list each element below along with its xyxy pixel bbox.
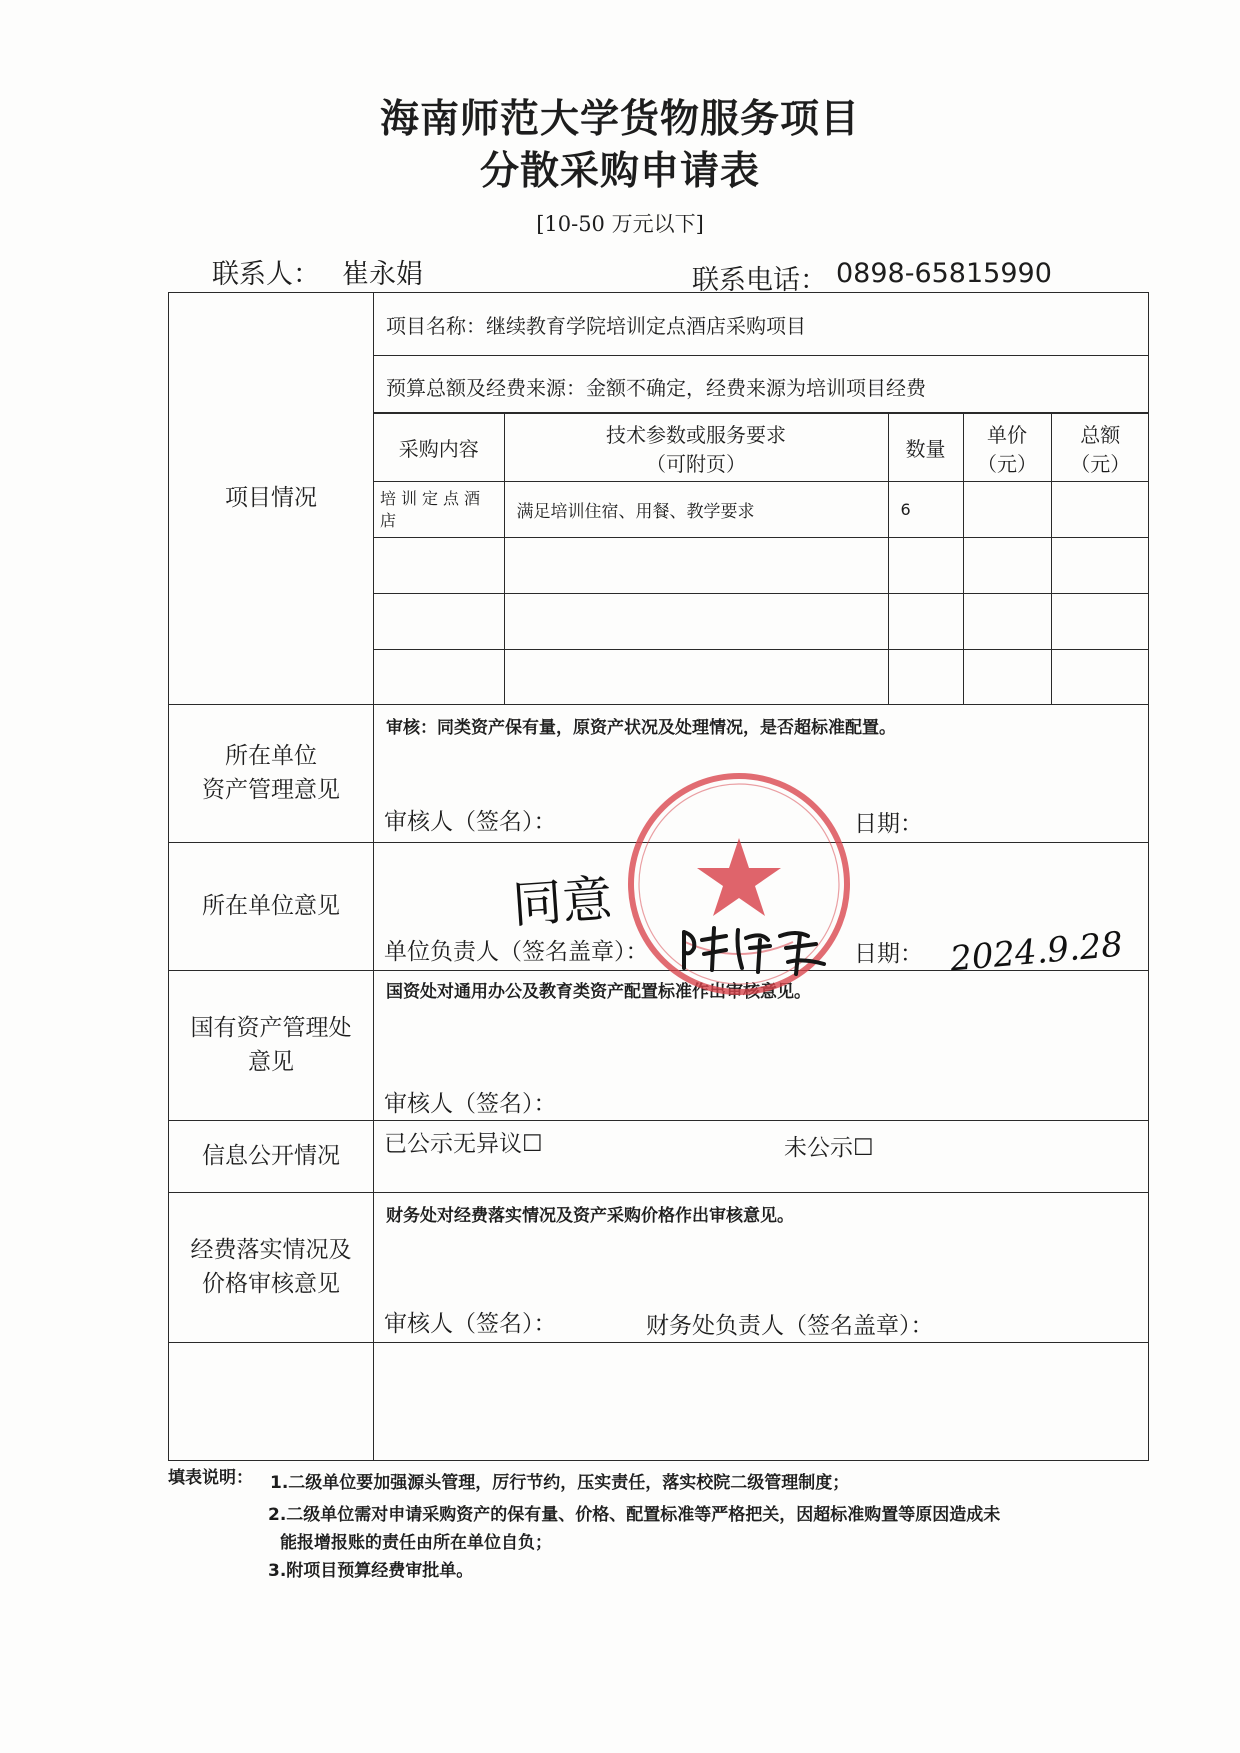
item-total bbox=[1051, 482, 1149, 538]
form-title-line1: 海南师范大学货物服务项目 bbox=[379, 97, 860, 142]
unit-leader-signature[interactable]: 单位负责人（签名盖章）： bbox=[384, 938, 649, 965]
disclosure-content bbox=[374, 1120, 1149, 1192]
items-table bbox=[374, 413, 1149, 704]
table-row bbox=[374, 594, 1149, 650]
amount-range: [10-50 万元以下] bbox=[536, 212, 704, 236]
instructions-label: 填表说明： bbox=[168, 1468, 253, 1488]
item-content bbox=[374, 594, 504, 650]
blank-row bbox=[169, 1342, 1149, 1460]
item-total bbox=[1051, 538, 1149, 594]
state-assets-label-line1: 国有资产管理处 bbox=[190, 1015, 352, 1041]
unit-opinion-label: 所在单位意见 bbox=[169, 842, 374, 970]
item-total bbox=[1051, 650, 1149, 704]
item-spec bbox=[504, 650, 888, 704]
disclosed-checkbox[interactable]: 已公示无异议☐ bbox=[384, 1130, 543, 1157]
item-content: 培训定点酒店 bbox=[374, 482, 504, 538]
finance-label bbox=[169, 1192, 374, 1342]
col-spec-line2: （可附页） bbox=[646, 451, 746, 476]
unit-opinion-date[interactable]: 日期： bbox=[854, 940, 923, 967]
item-unit-price bbox=[963, 482, 1051, 538]
item-spec bbox=[504, 594, 888, 650]
asset-mgmt-date[interactable]: 日期： bbox=[854, 810, 923, 837]
asset-mgmt-reviewer[interactable]: 审核人（签名）： bbox=[384, 808, 557, 835]
items-header-row bbox=[374, 414, 1149, 482]
item-qty bbox=[888, 538, 963, 594]
phone-number: 0898-65815990 bbox=[836, 258, 1052, 289]
table-row bbox=[374, 482, 1149, 538]
budget-row bbox=[374, 356, 1148, 413]
contact-name: 崔永娟 bbox=[342, 259, 423, 290]
state-assets-label bbox=[169, 970, 374, 1120]
handwritten-signature-icon bbox=[676, 918, 836, 978]
project-content bbox=[374, 293, 1149, 705]
form-title-line2: 分散采购申请表 bbox=[479, 149, 760, 194]
asset-mgmt-note: 审核：同类资产保有量，原资产状况及处理情况，是否超标准配置。 bbox=[386, 717, 896, 738]
col-unit-price-line2: （元） bbox=[977, 451, 1037, 476]
disclosure-section bbox=[169, 1120, 1149, 1192]
project-name-row bbox=[374, 293, 1148, 356]
instruction-item-3: 3.附项目预算经费审批单。 bbox=[268, 1561, 474, 1581]
budget-source: 预算总额及经费来源：金额不确定，经费来源为培训项目经费 bbox=[386, 376, 926, 400]
item-unit-price bbox=[963, 538, 1051, 594]
project-name: 项目名称：继续教育学院培训定点酒店采购项目 bbox=[386, 314, 806, 338]
project-section bbox=[169, 293, 1149, 705]
asset-mgmt-label-line1: 所在单位 bbox=[225, 743, 317, 769]
item-qty bbox=[888, 594, 963, 650]
disclosure-label: 信息公开情况 bbox=[169, 1120, 374, 1192]
table-row bbox=[374, 538, 1149, 594]
item-qty bbox=[888, 650, 963, 704]
finance-content bbox=[374, 1192, 1149, 1342]
col-total-line1: 总额 bbox=[1080, 422, 1121, 447]
instruction-item-2a: 2.二级单位需对申请采购资产的保有量、价格、配置标准等严格把关，因超标准购置等原因造成未 bbox=[268, 1505, 1001, 1525]
state-assets-label-line2: 意见 bbox=[248, 1049, 294, 1075]
col-unit-price-line1: 单价 bbox=[987, 422, 1027, 447]
item-spec bbox=[504, 538, 888, 594]
not-disclosed-checkbox[interactable]: 未公示☐ bbox=[784, 1134, 874, 1161]
col-total bbox=[1051, 414, 1149, 482]
finance-label-line1: 经费落实情况及 bbox=[190, 1237, 352, 1263]
item-unit-price bbox=[963, 594, 1051, 650]
item-content bbox=[374, 538, 504, 594]
finance-reviewer[interactable]: 审核人（签名）： bbox=[384, 1310, 557, 1337]
table-row bbox=[374, 650, 1149, 704]
col-spec bbox=[504, 414, 888, 482]
col-unit-price bbox=[963, 414, 1051, 482]
finance-section bbox=[169, 1192, 1149, 1342]
col-total-line2: （元） bbox=[1070, 451, 1131, 476]
item-content bbox=[374, 650, 504, 704]
blank-left-cell bbox=[169, 1342, 374, 1460]
project-label: 项目情况 bbox=[169, 293, 374, 705]
item-total bbox=[1051, 594, 1149, 650]
item-unit-price bbox=[963, 650, 1051, 704]
finance-label-line2: 价格审核意见 bbox=[202, 1271, 340, 1297]
contact-label: 联系人： bbox=[212, 259, 320, 290]
instruction-item-2b: 能报增报账的责任由所在单位自负； bbox=[280, 1533, 552, 1553]
asset-mgmt-label-line2: 资产管理意见 bbox=[202, 777, 340, 803]
phone-label: 联系电话： bbox=[692, 265, 827, 296]
state-assets-reviewer[interactable]: 审核人（签名）： bbox=[384, 1090, 557, 1117]
instruction-item-1: 1.二级单位要加强源头管理，厉行节约，压实责任，落实校院二级管理制度； bbox=[270, 1473, 850, 1493]
handwritten-approval: 同意 bbox=[510, 869, 615, 935]
col-qty: 数量 bbox=[888, 414, 963, 482]
handwritten-date: 2024.9.28 bbox=[948, 924, 1125, 980]
asset-mgmt-label bbox=[169, 704, 374, 842]
item-qty: 6 bbox=[888, 482, 963, 538]
item-spec: 满足培训住宿、用餐、教学要求 bbox=[504, 482, 888, 538]
blank-right-cell bbox=[374, 1342, 1149, 1460]
finance-note: 财务处对经费落实情况及资产采购价格作出审核意见。 bbox=[386, 1205, 794, 1226]
col-content: 采购内容 bbox=[374, 414, 504, 482]
state-assets-note: 国资处对通用办公及教育类资产配置标准作出审核意见。 bbox=[386, 981, 811, 1002]
col-spec-line1: 技术参数或服务要求 bbox=[606, 422, 786, 447]
finance-head-signature[interactable]: 财务处负责人（签名盖章）： bbox=[646, 1312, 934, 1339]
